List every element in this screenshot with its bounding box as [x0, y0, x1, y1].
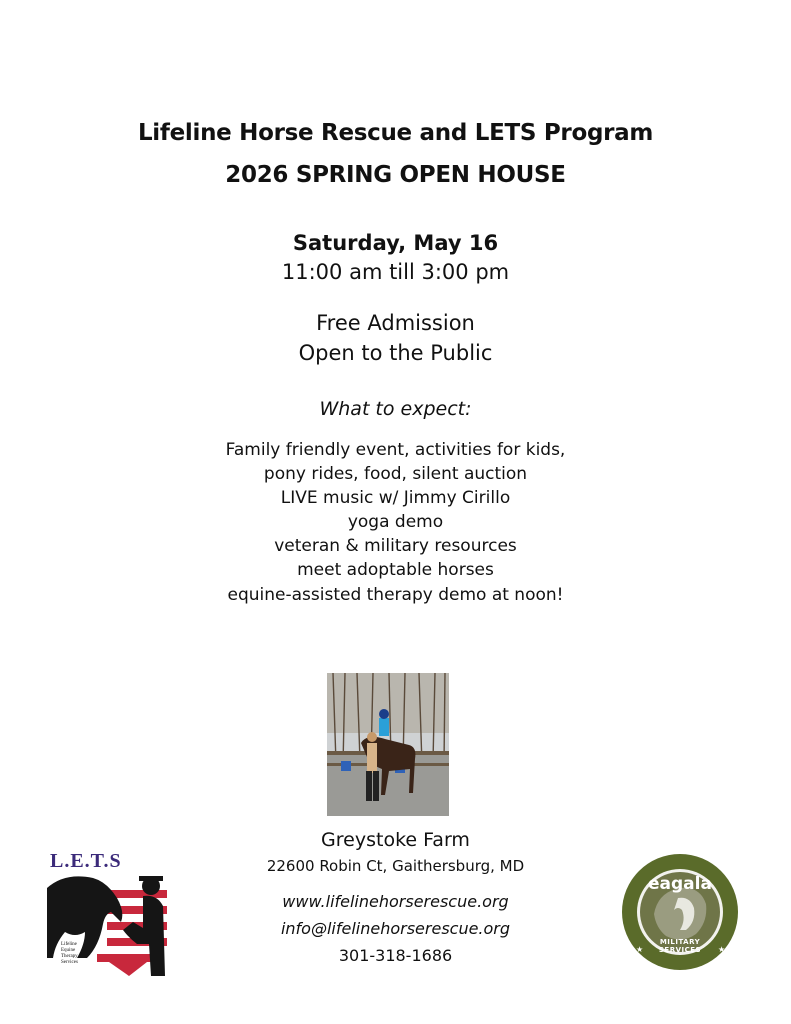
eagala-word: eagala [648, 874, 712, 894]
lets-logo [47, 848, 175, 978]
phone-number: 301-318-1686 [338, 946, 453, 965]
expect-item: LIVE music w/ Jimmy Cirillo [280, 488, 511, 508]
farm-name: Greystoke Farm [321, 829, 470, 851]
expect-item: pony rides, food, silent auction [263, 464, 528, 484]
lets-subtitle-line: Lifeline [61, 942, 77, 947]
pony-ride-photo [327, 673, 449, 816]
eagala-star-icon: ★ [718, 945, 726, 954]
expect-item: Family friendly event, activities for kids, [225, 440, 566, 460]
expect-item: equine-assisted therapy demo at noon! [227, 585, 564, 605]
eagala-logo [620, 852, 740, 972]
flyer-title: Lifeline Horse Rescue and LETS Program [137, 120, 654, 146]
eagala-logo-art [620, 852, 740, 972]
event-date: Saturday, May 16 [292, 231, 499, 255]
eagala-ring-text: MILITARY SERVICES [658, 938, 702, 954]
expect-heading: What to expect: [319, 398, 472, 420]
lets-subtitle-line: Services [61, 960, 78, 965]
lets-subtitle-line: Equine [61, 948, 76, 953]
event-name: 2026 SPRING OPEN HOUSE [225, 162, 566, 188]
expect-item: meet adoptable horses [297, 560, 494, 580]
admission-text: Free Admission [316, 311, 475, 335]
lets-subtitle-line: Therapy [61, 954, 78, 959]
expect-item: veteran & military resources [274, 536, 517, 556]
farm-address: 22600 Robin Ct, Gaithersburg, MD [266, 857, 525, 875]
event-time: 11:00 am till 3:00 pm [281, 260, 510, 284]
lets-title: L.E.T.S [50, 850, 122, 872]
lets-subtitle [61, 942, 78, 966]
email-link[interactable]: info@lifelinehorserescue.org [280, 919, 511, 938]
expect-item: yoga demo [347, 512, 444, 532]
website-link[interactable]: www.lifelinehorserescue.org [282, 892, 509, 911]
public-text: Open to the Public [298, 341, 493, 365]
eagala-star-icon: ★ [636, 945, 644, 954]
